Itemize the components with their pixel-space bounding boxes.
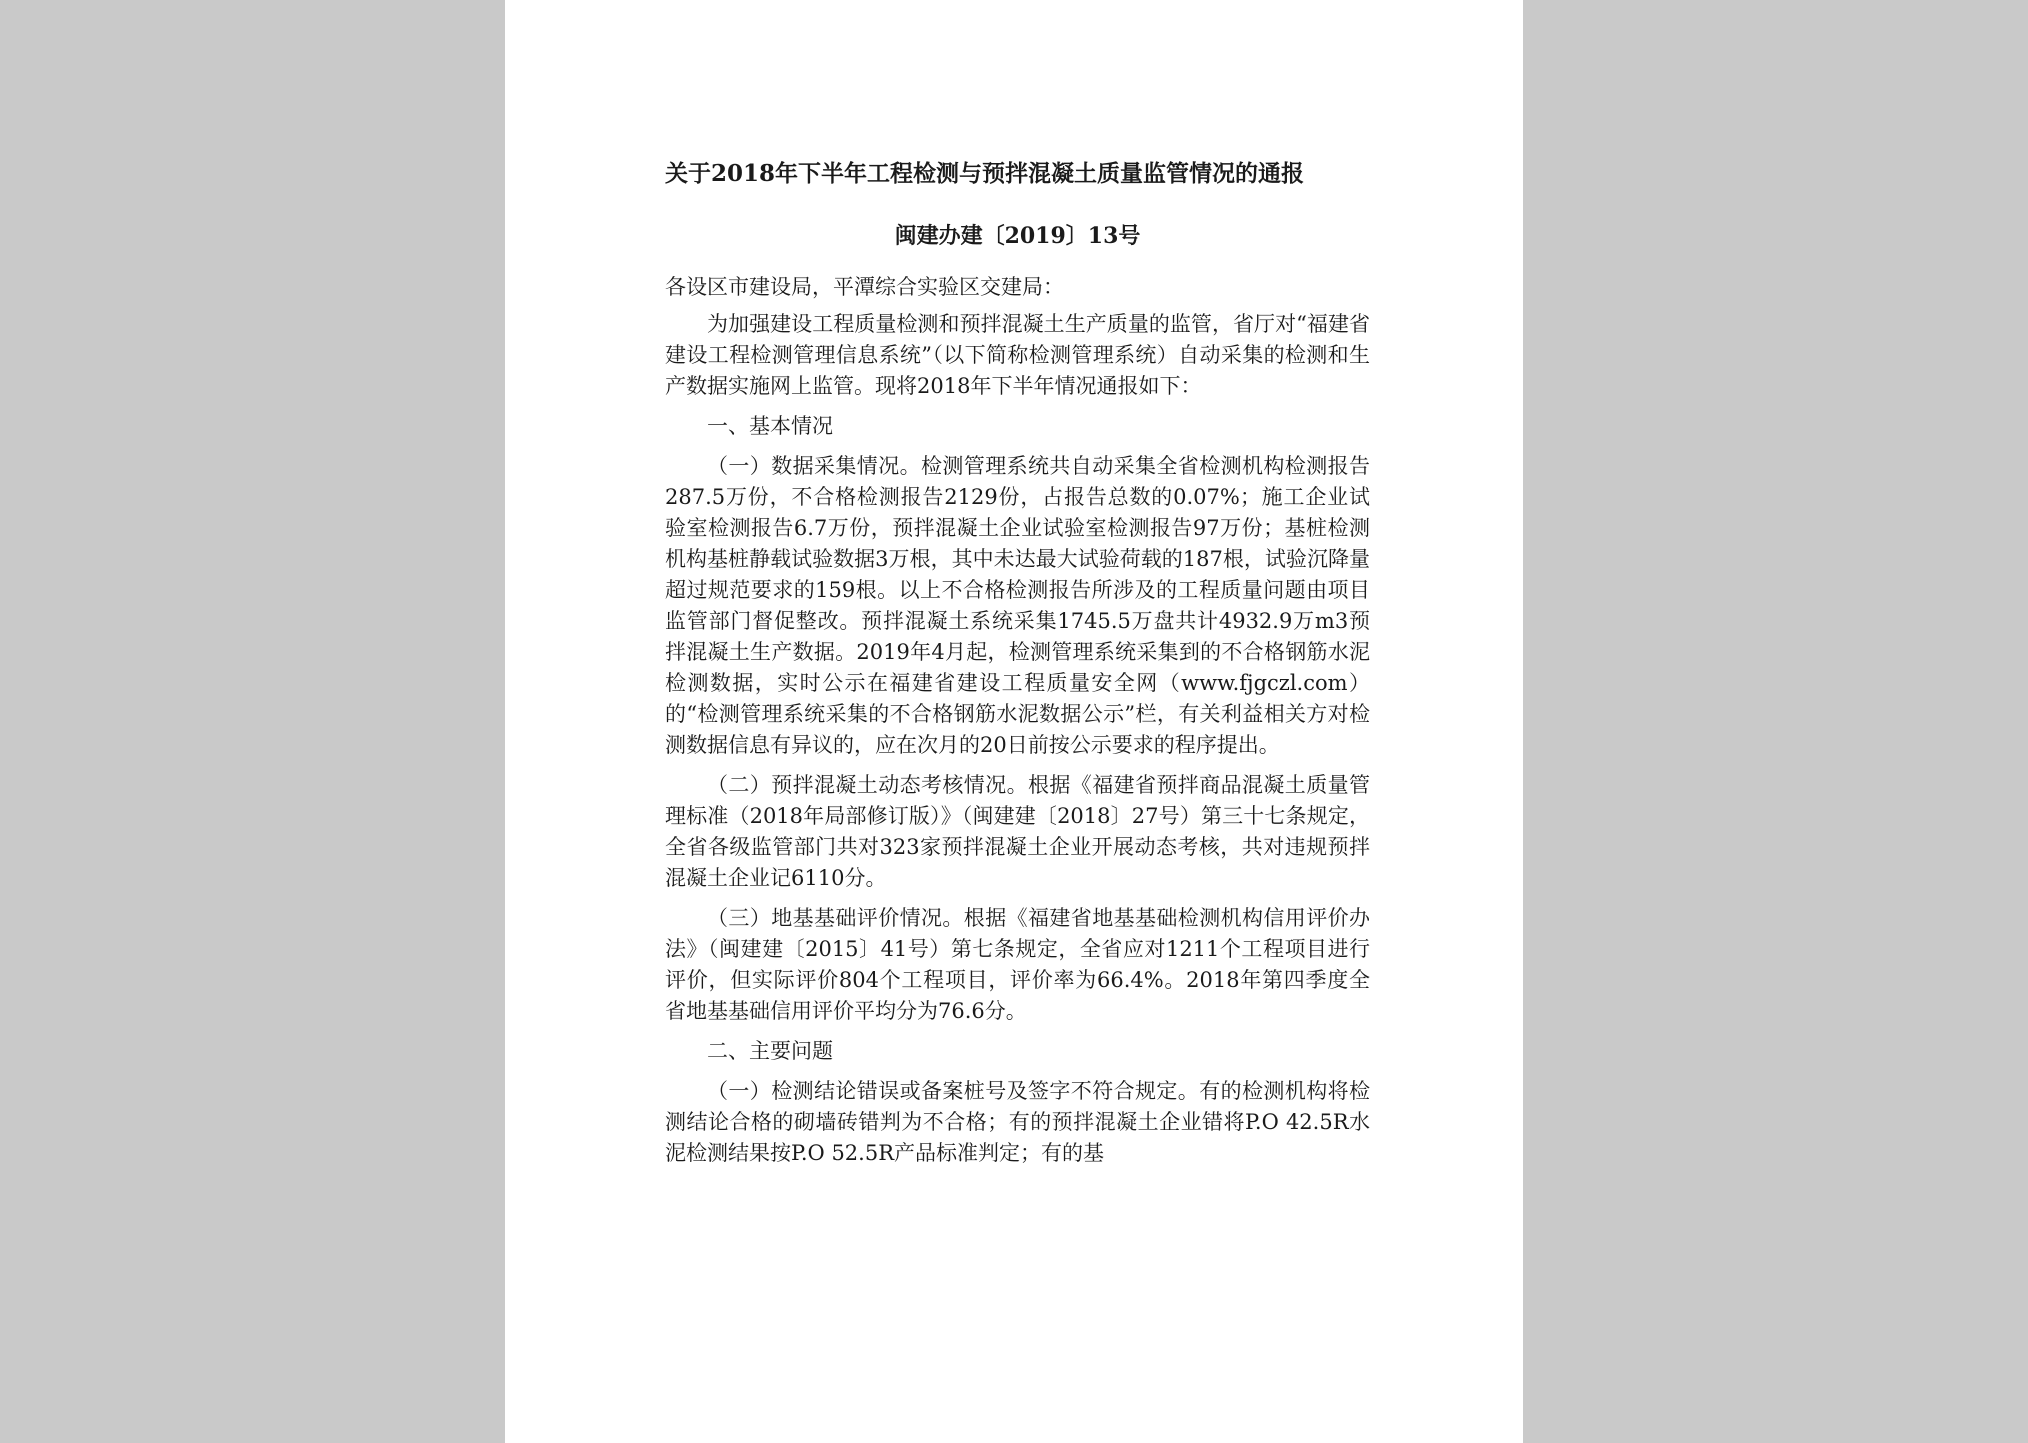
section-heading-basic-situation: 一、基本情况	[707, 414, 833, 438]
document-page	[505, 0, 1523, 1443]
section-heading-main-problems: 二、主要问题	[707, 1039, 833, 1063]
document-body	[665, 150, 1370, 1178]
paragraph-data-collection: （一）数据采集情况。检测管理系统共自动采集全省检测机构检测报告287.5万份，不合格检测报告2129份，占报告总数的0.07%；施工企业试验室检测报告6.7万份，预拌混凝土企业试验室检测报告97万份；基桩检测机构基桩静载试验数据3万根，其中未达最大试验荷载的187根，试验沉降量超过规范要求的159根。以上不合格检测报告所涉及的工程质量问题由项目监管部门督促整改。预拌混凝土系统采集1745.5万盘共计4932.9万m3预拌混凝土生产数据。2019年4月起，检测管理系统采集到的不合格钢筋水泥检测数据，实时公示在福建省建设工程质量安全网（www.fjgczl.com）的“检测管理系统采集的不合格钢筋水泥数据公示”栏，有关利益相关方对检测数据信息有异议的，应在次月的20日前按公示要求的程序提出。	[665, 454, 1370, 757]
document-title: 关于2018年下半年工程检测与预拌混凝土质量监管情况的通报	[665, 160, 1305, 187]
paragraph-concrete-assessment: （二）预拌混凝土动态考核情况。根据《福建省预拌商品混凝土质量管理标准（2018年局部修订版）》（闽建建〔2018〕27号）第三十七条规定，全省各级监管部门共对323家预拌混凝土企业开展动态考核，共对违规预拌混凝土企业记6110分。	[665, 773, 1370, 890]
document-number: 闽建办建〔2019〕13号	[894, 223, 1141, 249]
paragraph-detection-errors: （一）检测结论错误或备案桩号及签字不符合规定。有的检测机构将检测结论合格的砌墙砖错判为不合格；有的预拌混凝土企业错将P.O 42.5R水泥检测结果按P.O 52.5R产品标准判定；有的基	[665, 1079, 1370, 1165]
intro-paragraph: 为加强建设工程质量检测和预拌混凝土生产质量的监管，省厅对“福建省建设工程检测管理信息系统”（以下简称检测管理系统）自动采集的检测和生产数据实施网上监管。现将2018年下半年情况通报如下：	[665, 312, 1370, 398]
salutation: 各设区市建设局，平潭综合实验区交建局：	[665, 275, 1064, 299]
paragraph-foundation-evaluation: （三）地基基础评价情况。根据《福建省地基基础检测机构信用评价办法》（闽建建〔2015〕41号）第七条规定，全省应对1211个工程项目进行评价，但实际评价804个工程项目，评价率为66.4%。2018年第四季度全省地基基础信用评价平均分为76.6分。	[665, 906, 1370, 1023]
